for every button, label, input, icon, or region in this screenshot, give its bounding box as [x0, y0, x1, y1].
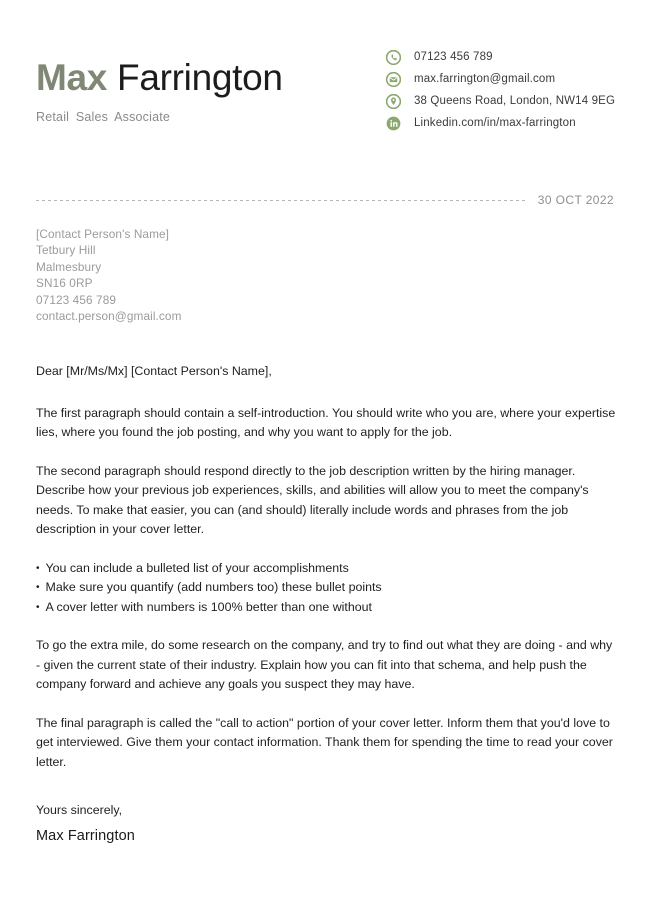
dashed-divider	[36, 200, 526, 201]
signature-name: Max Farrington	[36, 827, 135, 844]
recipient-address-block	[36, 226, 182, 324]
recipient-line: 07123 456 789	[36, 292, 117, 307]
first-name: Max	[36, 57, 108, 98]
paragraph-1: The first paragraph should contain a self-introduction. You should write who you are, where your expertise lies, where you found the job posting, and why you want to apply for the job.	[36, 405, 616, 439]
contact-item-linkedin[interactable]	[386, 112, 615, 134]
linkedin-url: Linkedin.com/in/max-farrington	[414, 116, 576, 129]
location-pin-icon	[386, 94, 401, 109]
street-address: 38 Queens Road, London, NW14 9EG	[414, 94, 616, 107]
list-item: • Make sure you quantify (add numbers too) these bullet points	[36, 578, 616, 598]
paragraph-4: The final paragraph is called the "call to action" portion of your cover letter. Inform them that you'd love to get interviewed. Give them your contact information. Thank them for spending the time to read your cover letter.	[36, 715, 613, 769]
contact-list	[386, 46, 615, 134]
contact-item-email[interactable]	[386, 68, 615, 90]
accomplishments-list	[36, 559, 616, 618]
recipient-line: Malmesbury	[36, 259, 102, 274]
divider-row	[36, 193, 614, 207]
recipient-line: [Contact Person's Name]	[36, 227, 170, 241]
signoff: Yours sincerely,	[36, 803, 123, 817]
phone-icon	[386, 50, 401, 65]
signature-spacer	[36, 791, 616, 801]
list-item: • You can include a bulleted list of your accomplishments	[36, 559, 616, 579]
letter-body	[36, 362, 616, 847]
job-title: Retail Sales Associate	[36, 110, 171, 124]
letter-date: 30 OCT 2022	[537, 193, 614, 207]
last-name: Farrington	[107, 57, 283, 98]
recipient-line: SN16 0RP	[36, 276, 93, 291]
recipient-line: Tetbury Hill	[36, 243, 96, 258]
envelope-icon	[386, 72, 401, 87]
letter-header	[0, 0, 650, 178]
phone-number: 07123 456 789	[414, 50, 493, 63]
identity-block	[36, 56, 283, 125]
recipient-line: contact.person@gmail.com	[36, 309, 182, 324]
page-title	[36, 56, 283, 100]
list-item: • A cover letter with numbers is 100% better than one without	[36, 598, 616, 618]
salutation: Dear [Mr/Ms/Mx] [Contact Person's Name],	[36, 364, 272, 378]
paragraph-2: The second paragraph should respond directly to the job description written by the hiring manager. Describe how your previous job experiences, skills, and abilities will allow you to meet the company's needs. To make that easier, you can (and should) literally include words and phrases from the job description in your cover letter.	[36, 463, 589, 536]
contact-item-address[interactable]	[386, 90, 615, 112]
email-address: max.farrington@gmail.com	[414, 72, 556, 85]
contact-item-phone[interactable]	[386, 46, 615, 68]
paragraph-3: To go the extra mile, do some research on the company, and try to find out what they are doing - and why - given the current state of their industry. Explain how you can fit into that schema, and help push the company forward and achieve any goals you suspect they may have.	[36, 638, 613, 691]
linkedin-icon	[386, 116, 401, 131]
